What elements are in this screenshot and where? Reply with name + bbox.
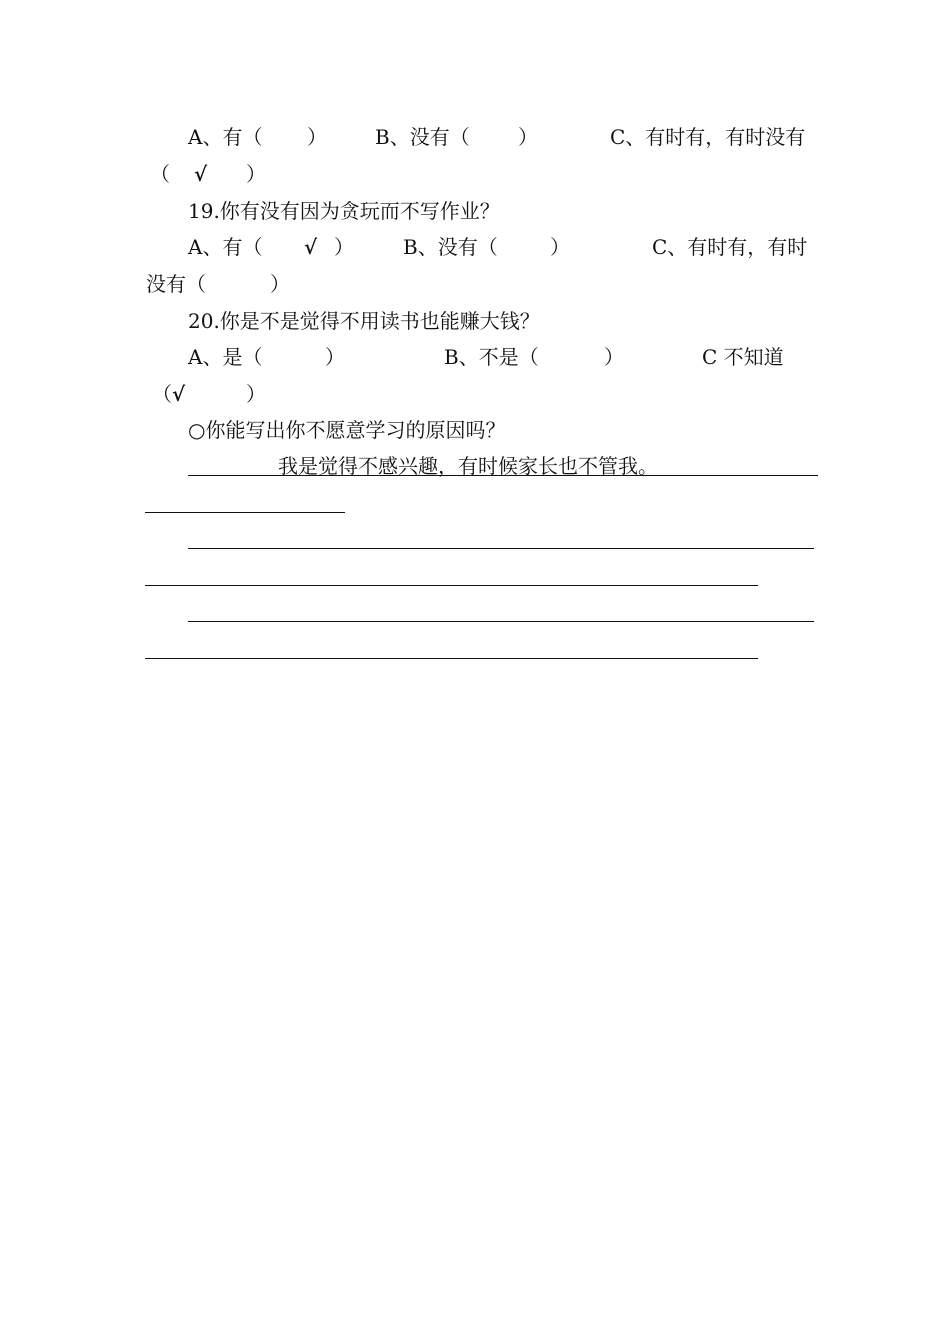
q18-option-a: A、有（ <box>188 125 263 149</box>
q19-question: 19.你有没有因为贪玩而不写作业？ <box>188 199 500 223</box>
q19-option-a: A、有（ <box>188 235 263 259</box>
q20-question: 20.你是不是觉得不用读书也能赚大钱？ <box>188 309 540 333</box>
q18-option-c: C、有时有，有时没有 <box>610 125 806 149</box>
open-question-prompt: ○你能写出你不愿意学习的原因吗？ <box>188 418 506 442</box>
q18-option-c-close: ） <box>246 162 266 186</box>
answer-line-4 <box>145 585 758 586</box>
q20-check-mark: √ <box>172 382 186 406</box>
q19-option-c-close: ） <box>270 272 290 296</box>
q20-option-c: C 不知道 <box>702 345 784 369</box>
q19-option-c-cont: 没有（ <box>146 272 206 296</box>
q20-option-a: A、是（ <box>188 345 263 369</box>
open-question-answer: 我是觉得不感兴趣，有时候家长也不管我。 <box>278 454 658 478</box>
q20-option-b: B、不是（ <box>444 345 539 369</box>
q18-option-a-close: ） <box>307 125 327 149</box>
answer-line-3 <box>188 548 814 549</box>
q20-option-a-close: ） <box>325 345 345 369</box>
q19-option-b-close: ） <box>550 235 570 259</box>
q18-check-mark: √ <box>194 162 208 186</box>
answer-line-6 <box>145 658 758 659</box>
q19-option-c: C、有时有，有时 <box>652 235 808 259</box>
q19-option-b: B、没有（ <box>403 235 498 259</box>
q20-option-c-open: （ <box>152 382 172 406</box>
answer-line-5 <box>188 621 814 622</box>
answer-line-1 <box>188 475 818 476</box>
q19-check-mark: √ <box>304 235 318 259</box>
q18-option-c-open: （ <box>150 162 170 186</box>
q18-option-b-close: ） <box>518 125 538 149</box>
answer-line-2 <box>145 512 345 513</box>
q20-option-c-close: ） <box>246 382 266 406</box>
q18-option-b: B、没有（ <box>375 125 470 149</box>
q19-option-a-close: ） <box>334 235 354 259</box>
q20-option-b-close: ） <box>604 345 624 369</box>
